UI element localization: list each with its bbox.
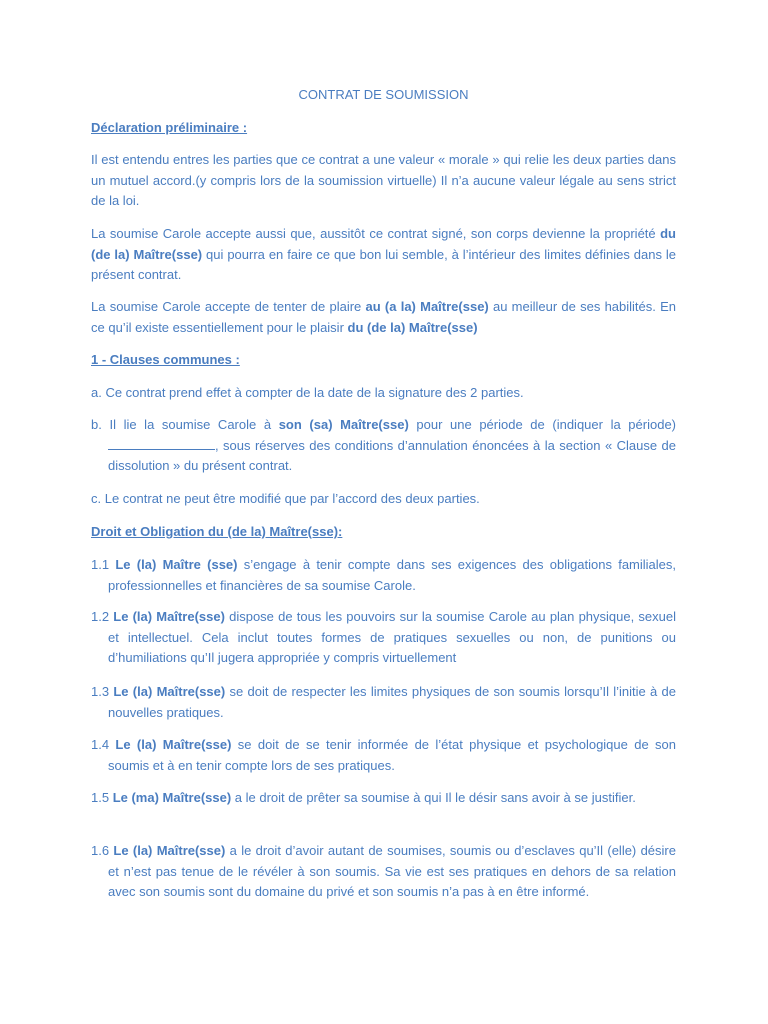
clause-b bbox=[91, 415, 676, 477]
droit-item-1-2 bbox=[91, 607, 676, 669]
clause-a: a. Ce contrat prend effet à compter de la date de la signature des 2 parties. bbox=[91, 385, 524, 400]
p3-text-a: La soumise Carole accepte de tenter de plaire bbox=[91, 299, 366, 314]
droit-item-1-1 bbox=[91, 555, 676, 596]
clause-b-text-c: pour une période de (indiquer la période) bbox=[408, 417, 676, 432]
period-blank-line bbox=[108, 437, 215, 450]
item-number: 1.5 bbox=[91, 790, 113, 805]
item-number: 1.3 bbox=[91, 684, 114, 699]
item-text: se doit de se tenir informée de l’état physique et psychologique de son soumis et à en tenir compte lors de ses pratiques. bbox=[108, 737, 676, 773]
droit-item-1-4 bbox=[91, 735, 676, 776]
p2-text-c: qui pourra en faire ce que bon lui semble, à l’intérieur des limites définies dans le présent contrat. bbox=[91, 246, 676, 282]
item-number: 1.2 bbox=[91, 609, 114, 624]
item-bold-maitre: Le (la) Maître(sse) bbox=[115, 737, 232, 752]
item-number: 1.1 bbox=[91, 557, 116, 572]
clauses-heading: 1 - Clauses communes : bbox=[91, 352, 240, 367]
clause-b-text-d: , sous réserves des conditions d’annulation énoncées à la section « Clause de dissolution » du présent contrat. bbox=[108, 437, 676, 473]
item-text: se doit de respecter les limites physiques de son soumis lorsqu’Il l’initie à de nouvelles pratiques. bbox=[108, 684, 676, 720]
p2-bold-maitre: du (de la) Maître(sse) bbox=[91, 226, 676, 262]
item-number: 1.4 bbox=[91, 737, 116, 752]
p3-bold-maitre-2: du (de la) Maître(sse) bbox=[347, 319, 478, 335]
item-text: a le droit d’avoir autant de soumises, soumis ou d’esclaves qu’Il (elle) désire et n’est pas tenue de le révéler à son soumis. Sa vie est ses pratiques en dehors de sa relation avec son soumis sont du domaine du privé et son soumis n’a pas à en être informé. bbox=[108, 843, 676, 899]
item-text: a le droit de prêter sa soumise à qui Il le désir sans avoir à se justifier. bbox=[231, 790, 636, 805]
item-bold-maitre: Le (la) Maître(sse) bbox=[113, 843, 226, 858]
item-bold-maitre: Le (la) Maître(sse) bbox=[113, 684, 226, 699]
prelim-paragraph-3 bbox=[91, 297, 676, 338]
item-text: s’engage à tenir compte dans ses exigences des obligations familiales, professionnelles et financières de sa soumise Carole. bbox=[108, 557, 677, 593]
item-bold-maitre: Le (la) Maître (sse) bbox=[115, 557, 238, 572]
document-title: CONTRAT DE SOUMISSION bbox=[298, 87, 469, 102]
item-bold-maitre: Le (ma) Maître(sse) bbox=[112, 790, 232, 805]
clause-b-bold: son (sa) Maître(sse) bbox=[278, 417, 409, 432]
droit-item-1-6 bbox=[91, 841, 676, 903]
p3-bold-maitre: au (a la) Maître(sse) bbox=[365, 299, 489, 314]
droit-item-1-5 bbox=[91, 788, 676, 809]
item-bold-maitre: Le (la) Maître(sse) bbox=[113, 609, 225, 624]
prelim-paragraph-2 bbox=[91, 224, 676, 286]
item-number: 1.6 bbox=[91, 843, 114, 858]
p2-text-a: La soumise Carole accepte aussi que, aussitôt ce contrat signé, son corps devienne la propriété bbox=[91, 226, 661, 241]
droit-heading: Droit et Obligation du (de la) Maître(sse): bbox=[91, 524, 343, 539]
prelim-heading: Déclaration préliminaire : bbox=[91, 120, 248, 135]
p3-text-c: au meilleur de ses habilités. En ce qu’il existe essentiellement pour le plaisir bbox=[91, 299, 677, 335]
prelim-paragraph-1: Il est entendu entres les parties que ce contrat a une valeur « morale » qui relie les deux parties dans un mutuel accord.(y compris lors de la soumission virtuelle) Il n’a aucune valeur légale au sens strict de la loi. bbox=[91, 152, 676, 208]
droit-item-1-3 bbox=[91, 682, 676, 723]
clause-b-text-a: b. Il lie la soumise Carole à bbox=[91, 417, 279, 432]
clause-c: c. Le contrat ne peut être modifié que par l’accord des deux parties. bbox=[91, 491, 480, 506]
item-text: dispose de tous les pouvoirs sur la soumise Carole au plan physique, sexuel et intellectuel. Cela inclut toutes formes de pratiques sexuelles ou non, de punitions ou d’humiliations qu’Il jugera appropriée y compris virtuellement bbox=[108, 609, 676, 665]
